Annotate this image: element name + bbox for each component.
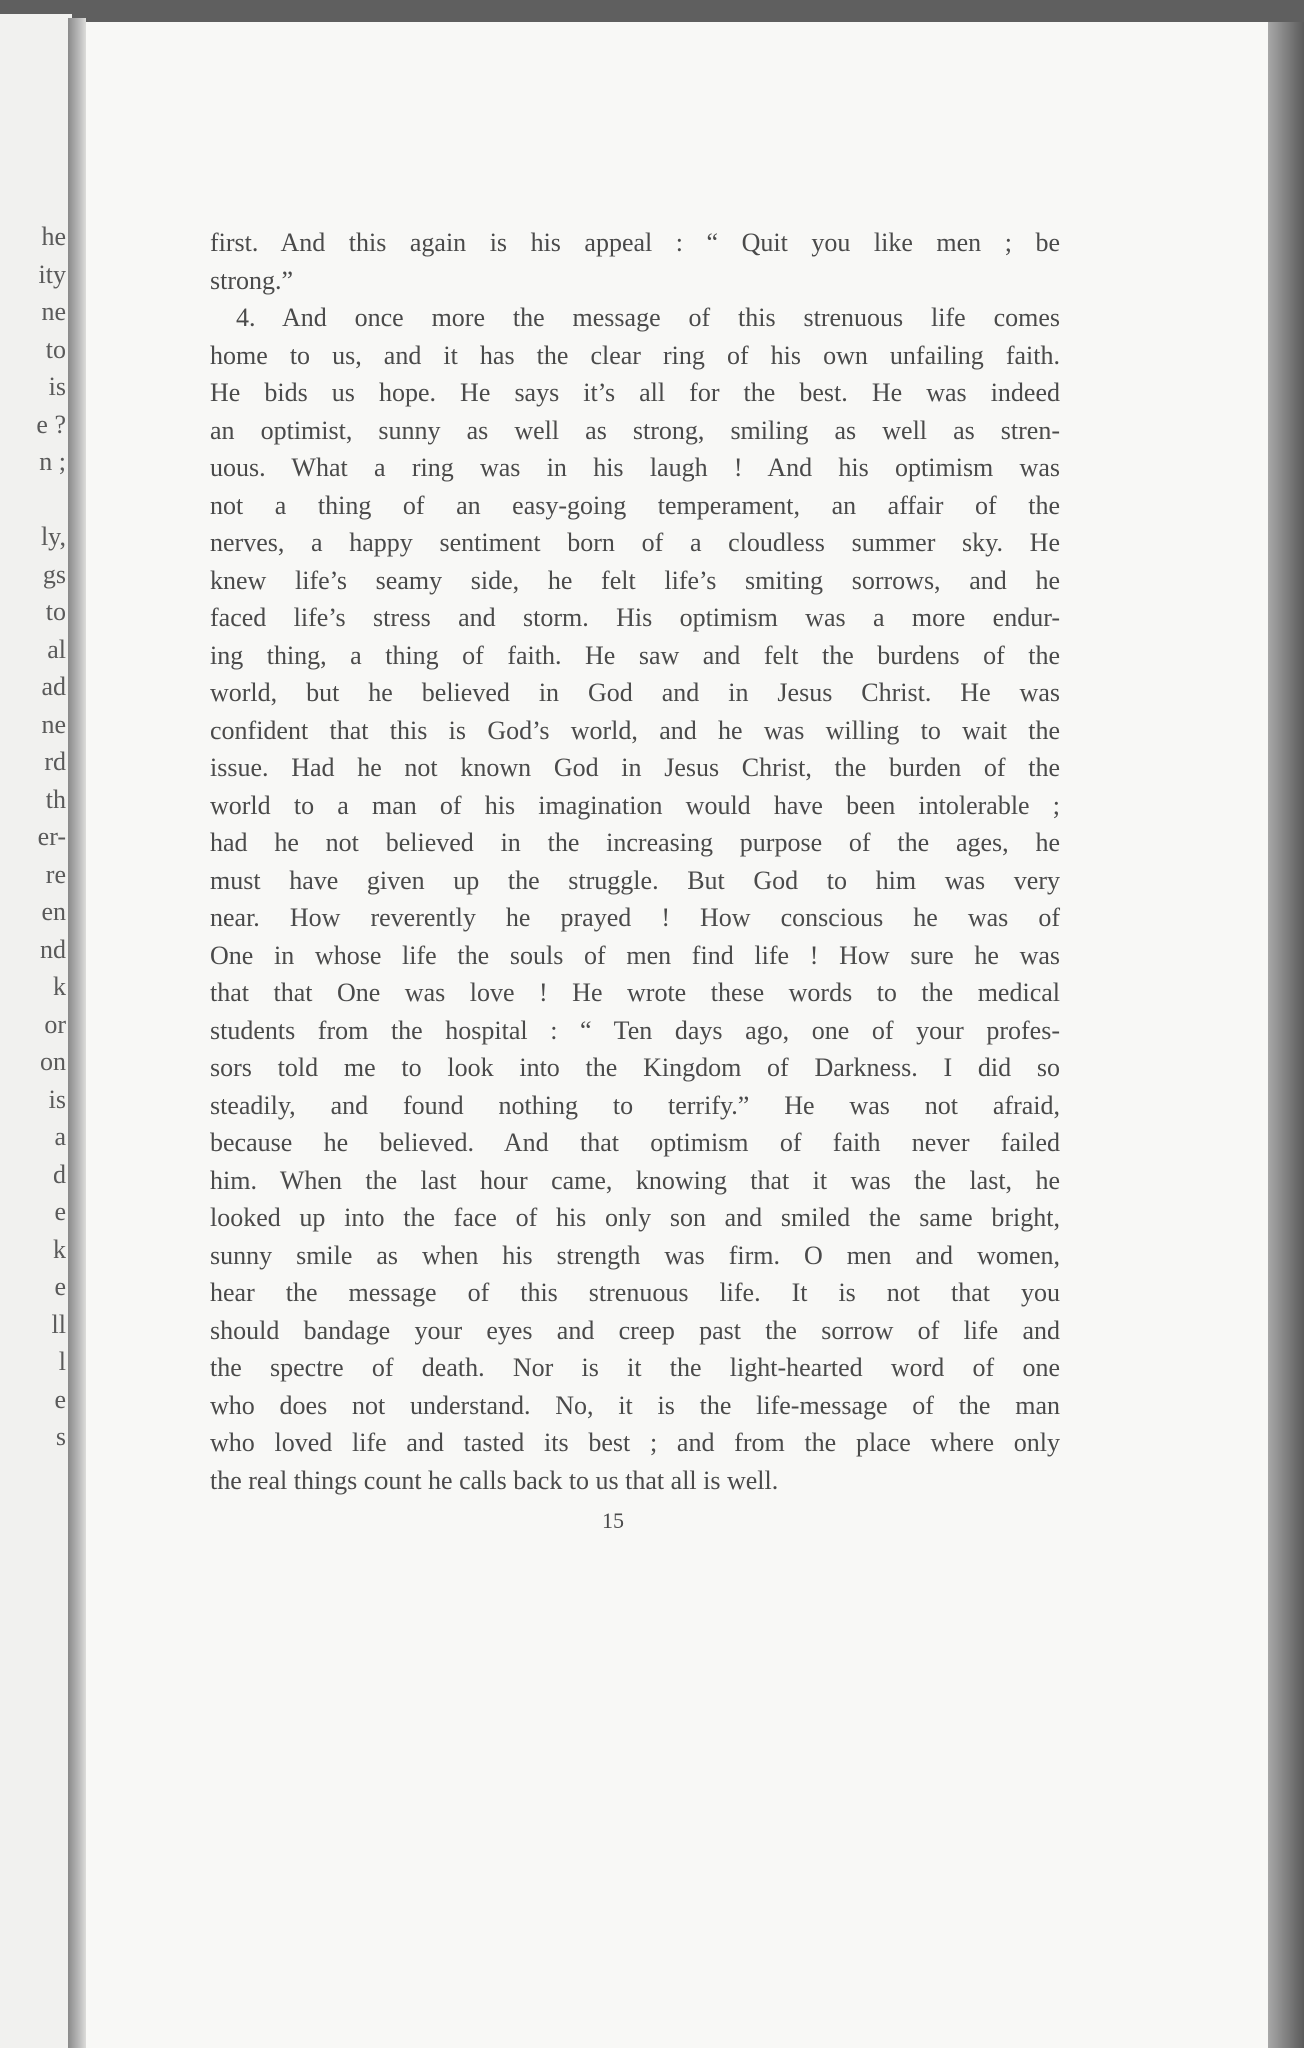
text-line: sunny smile as when his strength was firm. O men and women, <box>210 1240 1060 1270</box>
text-line: nerves, a happy sentiment born of a cloudless summer sky. He <box>210 528 1060 557</box>
left-page-fragment: s <box>55 1422 66 1451</box>
text-line: steadily, and found nothing to terrify.” He was not afraid, <box>210 1090 1060 1120</box>
left-page-fragment: en <box>41 897 66 926</box>
text-line: an optimist, sunny as well as strong, smiling as well as stren- <box>210 415 1060 445</box>
left-page-fragment: ne <box>41 709 66 739</box>
page-right-edge <box>1268 22 1304 2048</box>
left-page-fragment: to <box>45 597 66 626</box>
book-gutter <box>68 18 86 2048</box>
text-line: He bids us hope. He says it’s all for the best. He was indeed <box>210 378 1060 407</box>
body-text <box>210 224 1060 1499</box>
text-line: world, but he believed in God and in Jesus Christ. He was <box>210 678 1060 707</box>
left-page-fragment: ad <box>41 672 66 701</box>
text-line: because he believed. And that optimism of faith never failed <box>210 1128 1060 1157</box>
text-line: issue. Had he not known God in Jesus Christ, the burden of the <box>210 753 1060 782</box>
left-page-fragment: k <box>53 972 66 1001</box>
text-line: confident that this is God’s world, and he was willing to wait the <box>210 715 1060 745</box>
text-line: looked up into the face of his only son and smiled the same bright, <box>210 1203 1060 1232</box>
text-line: faced life’s stress and storm. His optimism was a more endur- <box>210 603 1060 632</box>
left-page-fragment: gs <box>42 559 66 589</box>
left-page-fragment: e ? <box>36 409 66 439</box>
left-page-fragment: ll <box>51 1309 66 1339</box>
text-line: the real things count he calls back to us that all is well. <box>210 1465 779 1495</box>
text-line: first. And this again is his appeal : “ Quit you like men ; be <box>210 228 1060 257</box>
text-line: ing thing, a thing of faith. He saw and felt the burdens of the <box>210 640 1060 670</box>
text-line: sors told me to look into the Kingdom of Darkness. I did so <box>210 1053 1060 1082</box>
left-page-fragment: e <box>54 1272 66 1301</box>
text-line: him. When the last hour came, knowing that it was the last, he <box>210 1165 1060 1195</box>
text-line: not a thing of an easy-going temperament, an affair of the <box>210 490 1060 520</box>
left-page-fragment: e <box>54 1197 66 1226</box>
left-page-fragment: he <box>41 222 66 251</box>
text-line: must have given up the struggle. But God to him was very <box>210 865 1060 895</box>
text-line: home to us, and it has the clear ring of his own unfailing faith. <box>210 340 1060 370</box>
text-line: the spectre of death. Nor is it the light-hearted word of one <box>210 1353 1060 1382</box>
text-line: hear the message of this strenuous life. It is not that you <box>210 1278 1060 1307</box>
left-page-fragment: al <box>47 634 66 664</box>
left-page-fragment: rd <box>44 747 66 776</box>
left-page-fragment: e <box>54 1384 66 1414</box>
text-line: that that One was love ! He wrote these words to the medical <box>210 978 1060 1007</box>
page-number: 15 <box>602 1508 624 1533</box>
text-line: students from the hospital : “ Ten days ago, one of your profes- <box>210 1015 1060 1045</box>
text-line: 4. And once more the message of this strenuous life comes <box>236 303 1060 332</box>
previous-page-edge <box>0 14 72 2048</box>
left-page-fragment: ne <box>41 297 66 326</box>
left-page-fragment: th <box>45 784 66 814</box>
left-page-fragment: n ; <box>39 447 66 476</box>
text-line: should bandage your eyes and creep past the sorrow of life and <box>210 1315 1060 1345</box>
text-line: near. How reverently he prayed ! How conscious he was of <box>210 903 1060 932</box>
text-line: uous. What a ring was in his laugh ! And his optimism was <box>210 453 1060 482</box>
left-page-fragment: nd <box>40 934 66 964</box>
left-page-fragment: er- <box>37 822 66 851</box>
left-page-fragment: a <box>54 1122 66 1151</box>
text-line: One in whose life the souls of men find life ! How sure he was <box>210 940 1060 970</box>
left-page-fragment: or <box>44 1009 66 1039</box>
left-page-fragment: is <box>48 1084 66 1114</box>
left-page-fragment: ly, <box>40 522 66 551</box>
text-line: who loved life and tasted its best ; and from the place where only <box>210 1428 1060 1457</box>
text-line: knew life’s seamy side, he felt life’s smiting sorrows, and he <box>210 565 1060 595</box>
book-page <box>86 22 1268 2048</box>
left-page-fragment: d <box>53 1159 66 1189</box>
left-page-fragment: to <box>45 334 66 364</box>
text-line: who does not understand. No, it is the life-message of the man <box>210 1390 1060 1420</box>
left-page-fragment: k <box>53 1234 66 1264</box>
left-page-fragment: l <box>58 1347 66 1376</box>
left-page-fragment: on <box>40 1047 66 1076</box>
left-page-fragment: ity <box>38 259 66 289</box>
left-page-fragment: is <box>48 372 66 401</box>
text-line: world to a man of his imagination would have been intolerable ; <box>210 790 1060 820</box>
text-line: had he not believed in the increasing purpose of the ages, he <box>210 828 1060 857</box>
text-line: strong.” <box>210 265 294 295</box>
left-page-fragment: re <box>45 859 66 889</box>
